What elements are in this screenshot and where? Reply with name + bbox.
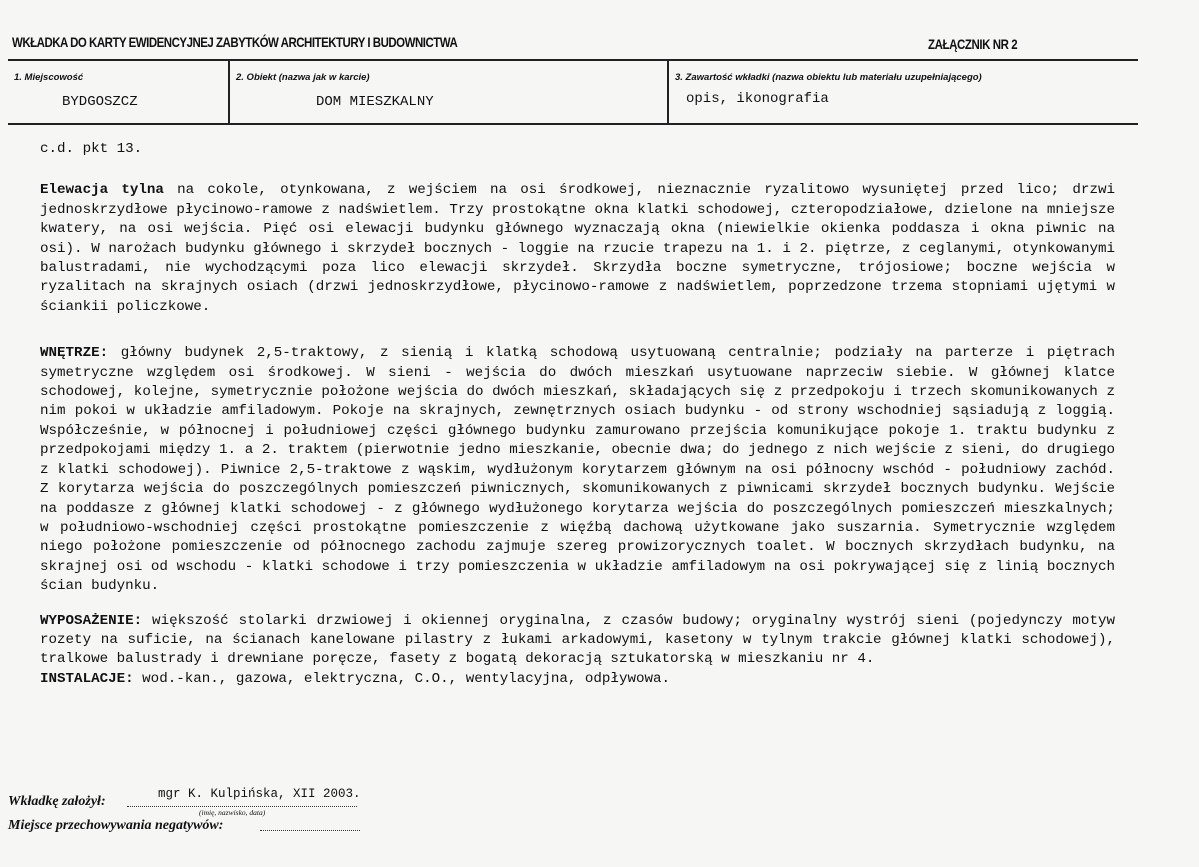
field-divider-2 bbox=[667, 59, 669, 125]
continuation-note: c.d. pkt 13. bbox=[40, 141, 143, 157]
negatives-storage-label: Miejsce przechowywania negatywów: bbox=[8, 818, 224, 833]
created-by-value: mgr K. Kulpińska, XII 2003. bbox=[158, 787, 361, 801]
installations-heading: INSTALACJE: bbox=[40, 670, 134, 687]
equipment-heading: WYPOSAŻENIE: bbox=[40, 612, 143, 629]
document-title: WKŁADKA DO KARTY EWIDENCYJNEJ ZABYTKÓW ARCHITEKTURY I BUDOWNICTWA bbox=[12, 34, 458, 50]
place-value: BYDGOSZCZ bbox=[62, 94, 138, 110]
content-label: 3. Zawartość wkładki (nazwa obiektu lub materiału uzupełniającego) bbox=[675, 72, 982, 83]
installations-paragraph bbox=[40, 670, 1115, 689]
created-by-dotted-line bbox=[127, 806, 357, 807]
equipment-paragraph bbox=[40, 612, 1115, 670]
header-bottom-rule bbox=[8, 123, 1138, 125]
rear-elevation-paragraph bbox=[40, 181, 1115, 317]
interior-text: główny budynek 2,5-traktowy, z sienią i klatką schodową usytuowaną centralnie; podziały na parterze i piętrach symetryczne względem osi środkowej. W sieni - wejścia do dwóch mieszkań usytuowane naprzeciw siebie. W głównej klatce schodowej, kolejne, symetrycznie położone wejścia do dwóch mieszkań, składających się z przedpokoju i trzech skomunikowanych z nim pokoi w układzie amfiladowym. Pokoje na skrajnych, zewnętrznych osiach budynku - od strony wschodniej sąsiadują z loggią. Współcześnie, w północnej i południowej części głównego budynku zamurowano przejścia komunikujące pokoje 1. traktu budynku z przedpokojami między 1. a 2. traktem (pierwotnie jedno mieszkanie, obecnie dwa; do jednego z nich wejście z sieni, do drugiego z klatki schodowej). Piwnice 2,5-traktowe z wąskim, wydłużonym korytarzem głównym na osi północny wschód - południowy zachód. Z korytarza wejścia do poszczególnych pomieszczeń piwnicznych, skomunikowanych z piwnicami skrzydeł bocznych budynku. Wejście na poddasze z głównej klatki schodowej - z głównego wydłużonego korytarza wejścia do poszczególnych pomieszczeń mieszkalnych; w południowo-wschodniej części prostokątne pomieszczenie z więźbą dachową użytkowane jako suszarnia. Symetrycznie względem niego położone pomieszczenie od północnego zachodu zajmuje szereg prowizorycznych toalet. W bocznych skrzydłach budynku, na skrajnej osi od wschodu - klatki schodowe i trzy pomieszczenia w układzie amfiladowym na osi pokrywającej się z linią bocznych ścian budynku. bbox=[40, 345, 1115, 595]
interior-heading: WNĘTRZE: bbox=[40, 345, 109, 362]
rear-elevation-text: na cokole, otynkowana, z wejściem na osi środkowej, nieznacznie ryzalitowo wysuniętej przed lico; drzwi jednoskrzydłowe płycinowo-ramowe z nadświetlem. Trzy prostokątne okna klatki schodowej, czteropodziałowe, dzielone na mniejsze kwatery, na osi wejścia. Pięć osi elewacji budynku głównego wyznaczają okna (niewielkie okienka poddasza i okna piwnic na osi). W narożach budynku głównego i skrzydeł bocznych - loggie na rzucie trapezu na 1. i 2. piętrze, z ceglanymi, otynkowanymi balustradami, nie wychodzącymi poza lico elewacji skrzydeł. Skrzydła boczne symetryczne, trójosiowe; boczne wejścia w ryzalitach na skrajnych osiach (drzwi jednoskrzydłowe, płycinowo-ramowe z nadświetlem, poprzedzone trzema stopniami ujętymi w ściankii policzkowe. bbox=[40, 182, 1115, 315]
created-by-label: Wkładkę założył: bbox=[8, 794, 106, 809]
content-value: opis, ikonografia bbox=[686, 91, 829, 107]
place-label: 1. Miejscowość bbox=[14, 72, 84, 83]
header-top-rule bbox=[8, 59, 1138, 61]
annex-label: ZAŁĄCZNIK NR 2 bbox=[928, 36, 1018, 52]
rear-elevation-heading: Elewacja tylna bbox=[40, 182, 164, 199]
equipment-text: większość stolarki drzwiowej i okiennej oryginalna, z czasów budowy; oryginalny wystrój sieni (pojedynczy motyw rozety na suficie, na ścianach kanelowane pilastry z łukami arkadowymi, kasetony w tylnym trakcie głównej klatki schodowej), tralkowe balustrady i drewniane poręcze, fasety z bogatą dekoracją sztukatorską w mieszkaniu nr 4. bbox=[40, 612, 1115, 668]
object-value: DOM MIESZKALNY bbox=[316, 94, 434, 110]
field-divider-1 bbox=[228, 59, 230, 125]
interior-paragraph bbox=[40, 344, 1115, 596]
negatives-storage-dotted-line bbox=[260, 830, 360, 831]
object-label: 2. Obiekt (nazwa jak w karcie) bbox=[236, 72, 370, 83]
created-by-caption: (imię, nazwisko, data) bbox=[199, 808, 266, 817]
document-body bbox=[40, 140, 1115, 689]
installations-text: wod.-kan., gazowa, elektryczna, C.O., wentylacyjna, odpływowa. bbox=[133, 670, 671, 687]
